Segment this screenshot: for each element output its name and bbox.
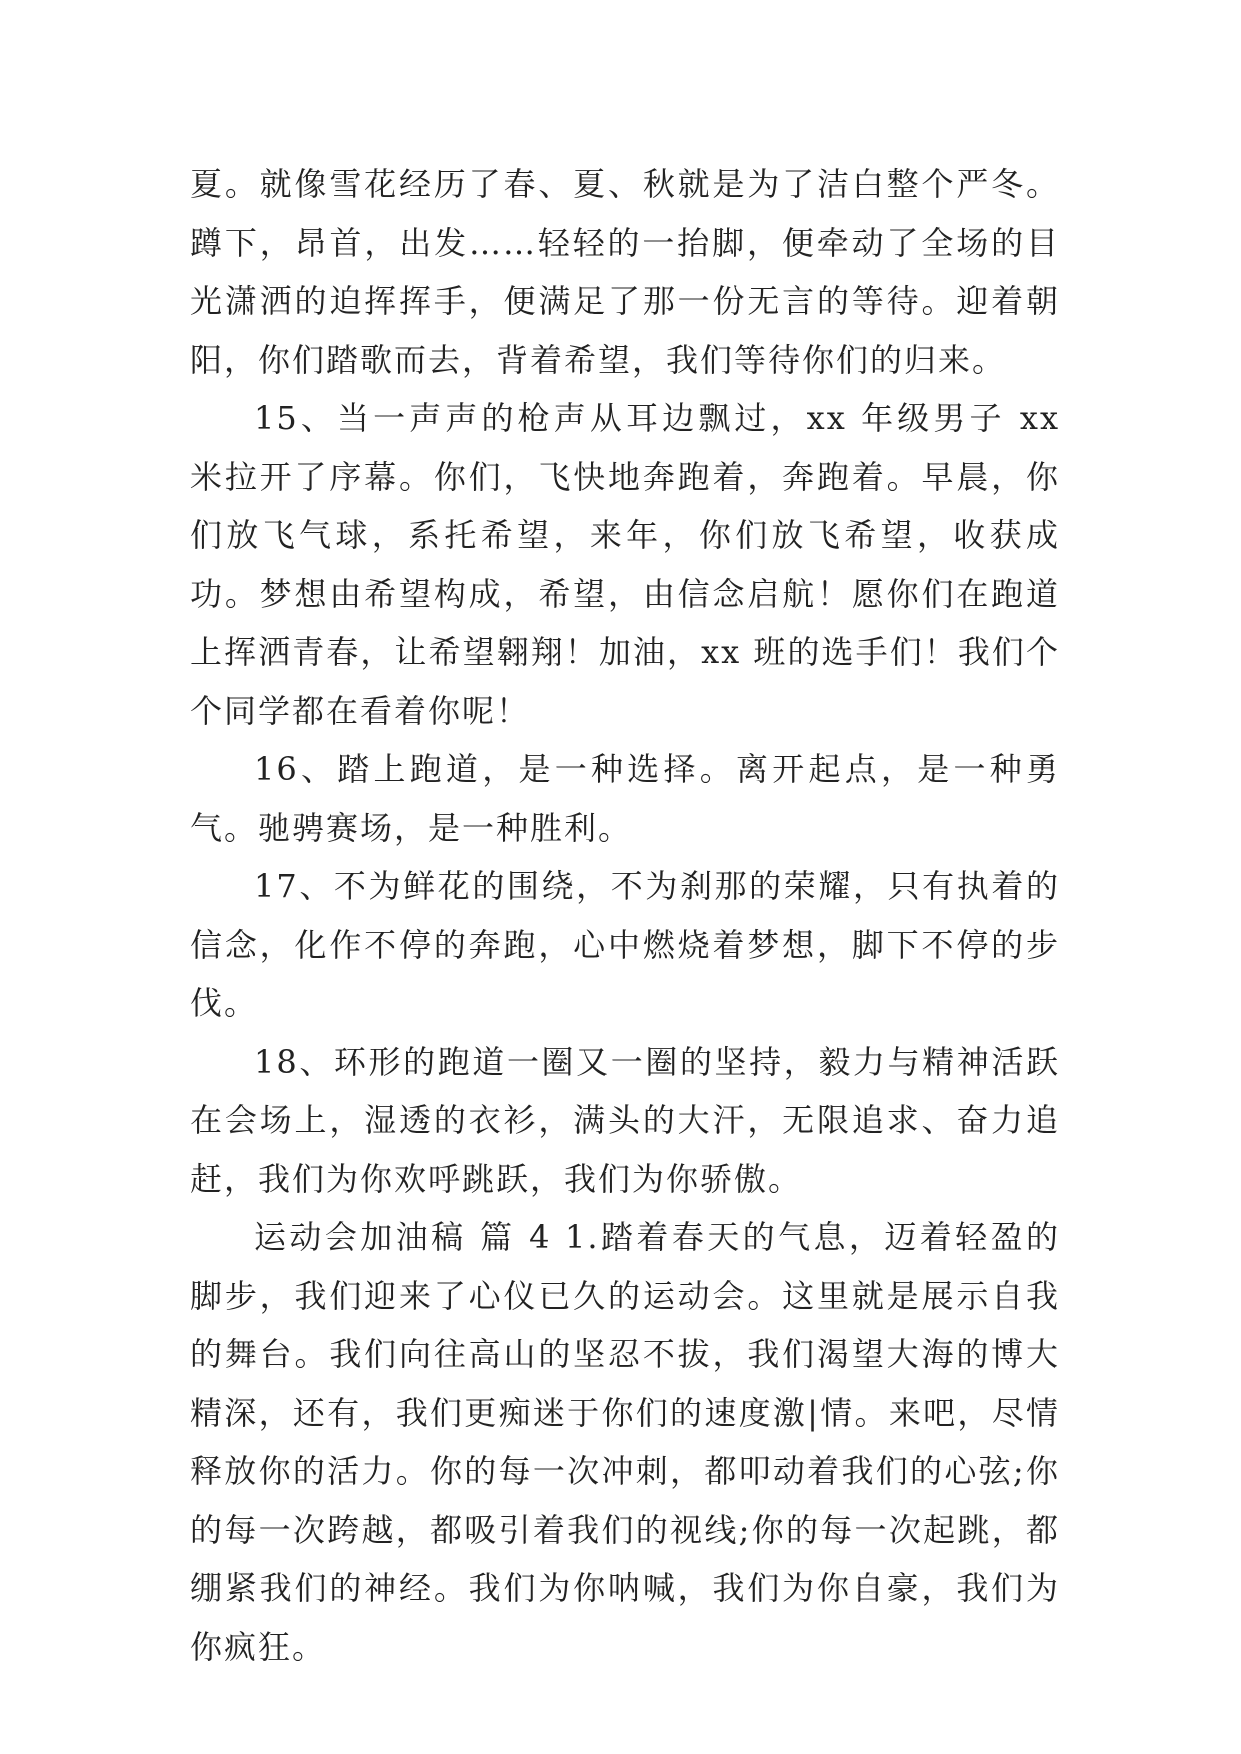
paragraph-item-17: 17、不为鲜花的围绕，不为刹那的荣耀，只有执着的信念，化作不停的奔跑，心中燃烧着梦想，脚下不停的步伐。 (190, 867, 1060, 1022)
paragraph-continued: 夏。就像雪花经历了春、夏、秋就是为了洁白整个严冬。蹲下，昂首，出发……轻轻的一抬脚，便牵动了全场的目光潇洒的迫挥挥手，便满足了那一份无言的等待。迎着朝阳，你们踏歌而去，背着希望，我们等待你们的归来。 (190, 165, 1060, 379)
paragraph-item-15: 15、当一声声的枪声从耳边飘过，xx 年级男子 xx 米拉开了序幕。你们，飞快地奔跑着，奔跑着。早晨，你们放飞气球，系托希望，来年，你们放飞希望，收获成功。梦想由希望构成，希望，由信念启航！愿你们在跑道上挥洒青春，让希望翱翔！加油，xx 班的选手们！我们个个同学都在看着你呢！ (190, 399, 1060, 730)
paragraph-section-4: 运动会加油稿 篇 4 1.踏着春天的气息，迈着轻盈的脚步，我们迎来了心仪已久的运动会。这里就是展示自我的舞台。我们向往高山的坚忍不拔，我们渴望大海的博大精深，还有，我们更痴迷于你们的速度激|情。来吧，尽情释放你的活力。你的每一次冲刺，都叩动着我们的心弦;你的每一次跨越，都吸引着我们的视线;你的每一次起跳，都绷紧我们的神经。我们为你呐喊，我们为你自豪，我们为你疯狂。 (190, 1218, 1060, 1666)
paragraph-item-16: 16、踏上跑道，是一种选择。离开起点，是一种勇气。驰骋赛场，是一种胜利。 (190, 750, 1060, 847)
document-body (190, 155, 1060, 1676)
paragraph-item-18: 18、环形的跑道一圈又一圈的坚持，毅力与精神活跃在会场上，湿透的衣衫，满头的大汗，无限追求、奋力追赶，我们为你欢呼跳跃，我们为你骄傲。 (190, 1042, 1060, 1198)
